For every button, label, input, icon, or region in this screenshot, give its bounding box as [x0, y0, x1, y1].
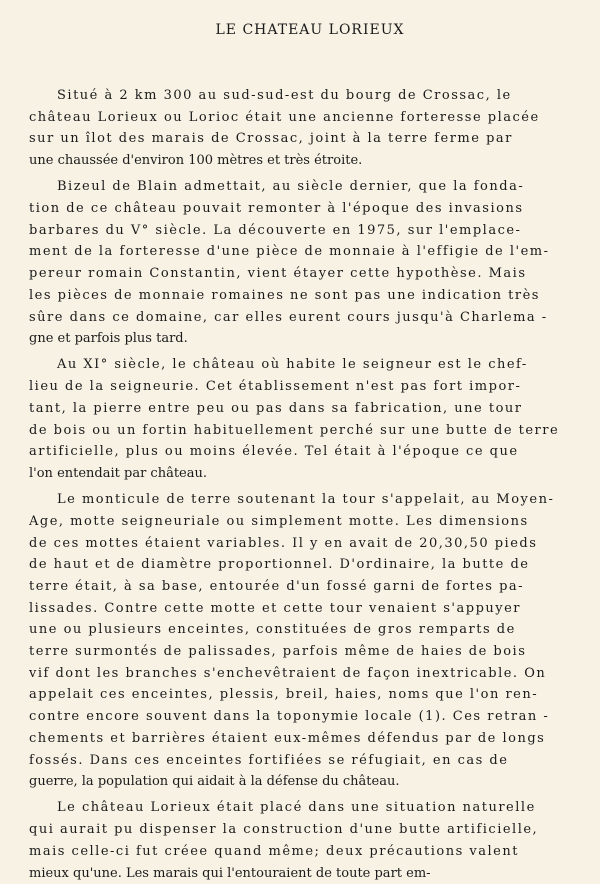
text-line: artificielle, plus ou moins élevée. Tel était à l'époque ce que — [29, 441, 519, 463]
text-line: lieu de la seigneurie. Cet établissement n'est pas fort impor- — [29, 376, 521, 398]
text-line: tion de ce château pouvait remonter à l'époque des invasions — [29, 198, 524, 220]
text-line: terre surmontés de palissades, parfois même de haies de bois — [29, 641, 526, 663]
text-line: Au XI° siècle, le château où habite le seigneur est le chef- — [57, 354, 528, 376]
text-line: Le monticule de terre soutenant la tour s'appelait, au Moyen- — [57, 489, 554, 511]
text-line: une chaussée d'environ 100 mètres et très étroite. — [29, 150, 362, 172]
text-line: chements et barrières étaient eux-mêmes défendus par de longs — [29, 728, 545, 750]
text-line: sûre dans ce domaine, car elles eurent cours jusqu'à Charlema - — [29, 307, 548, 329]
text-line: château Lorieux ou Lorioc était une ancienne forteresse placée — [29, 107, 540, 129]
text-line: les pièces de monnaie romaines ne sont pas une indication très — [29, 285, 540, 307]
text-line: l'on entendait par château. — [29, 463, 207, 485]
text-line: sur un îlot des marais de Crossac, joint à la terre ferme par — [29, 128, 513, 150]
text-line: Le château Lorieux était placé dans une situation naturelle — [57, 797, 536, 819]
text-line: gne et parfois plus tard. — [29, 328, 188, 350]
text-line: Bizeul de Blain admettait, au siècle dernier, que la fonda- — [57, 176, 524, 198]
text-line: guerre, la population qui aidait à la défense du château. — [29, 771, 399, 793]
text-line: mais celle-ci fut créee quand même; deux précautions valent — [29, 841, 519, 863]
text-line: vif dont les branches s'enchevêtraient de façon inextricable. On — [29, 663, 546, 685]
text-line: terre était, à sa base, entourée d'un fossé garni de fortes pa- — [29, 576, 524, 598]
text-line: ment de la forteresse d'une pièce de monnaie à l'effigie de l'em- — [29, 241, 550, 263]
text-line: barbares du V° siècle. La découverte en 1975, sur l'emplace- — [29, 220, 521, 242]
text-line: mieux qu'une. Les marais qui l'entouraient de toute part em- — [29, 863, 431, 884]
text-line: de ces mottes étaient variables. Il y en avait de 20,30,50 pieds — [29, 533, 537, 555]
text-line: fossés. Dans ces enceintes fortifiées se réfugiait, en cas de — [29, 750, 508, 772]
text-line: lissades. Contre cette motte et cette tour venaient s'appuyer — [29, 598, 521, 620]
text-line: appelait ces enceintes, plessis, breil, haies, noms que l'on ren- — [29, 684, 538, 706]
text-line: pereur romain Constantin, vient étayer cette hypothèse. Mais — [29, 263, 527, 285]
page-title: LE CHATEAU LORIEUX — [0, 20, 600, 40]
text-line: Situé à 2 km 300 au sud-sud-est du bourg de Crossac, le — [57, 85, 512, 107]
text-line: contre encore souvent dans la toponymie locale (1). Ces retran - — [29, 706, 549, 728]
text-line: Age, motte seigneuriale ou simplement motte. Les dimensions — [29, 511, 529, 533]
text-line: de haut et de diamètre proportionnel. D'ordinaire, la butte de — [29, 554, 530, 576]
text-line: une ou plusieurs enceintes, constituées de gros remparts de — [29, 619, 516, 641]
text-line: tant, la pierre entre peu ou pas dans sa fabrication, une tour — [29, 398, 523, 420]
text-line: qui aurait pu dispenser la construction d'une butte artificielle, — [29, 819, 538, 841]
text-line: de bois ou un fortin habituellement perché sur une butte de terre — [29, 420, 559, 442]
